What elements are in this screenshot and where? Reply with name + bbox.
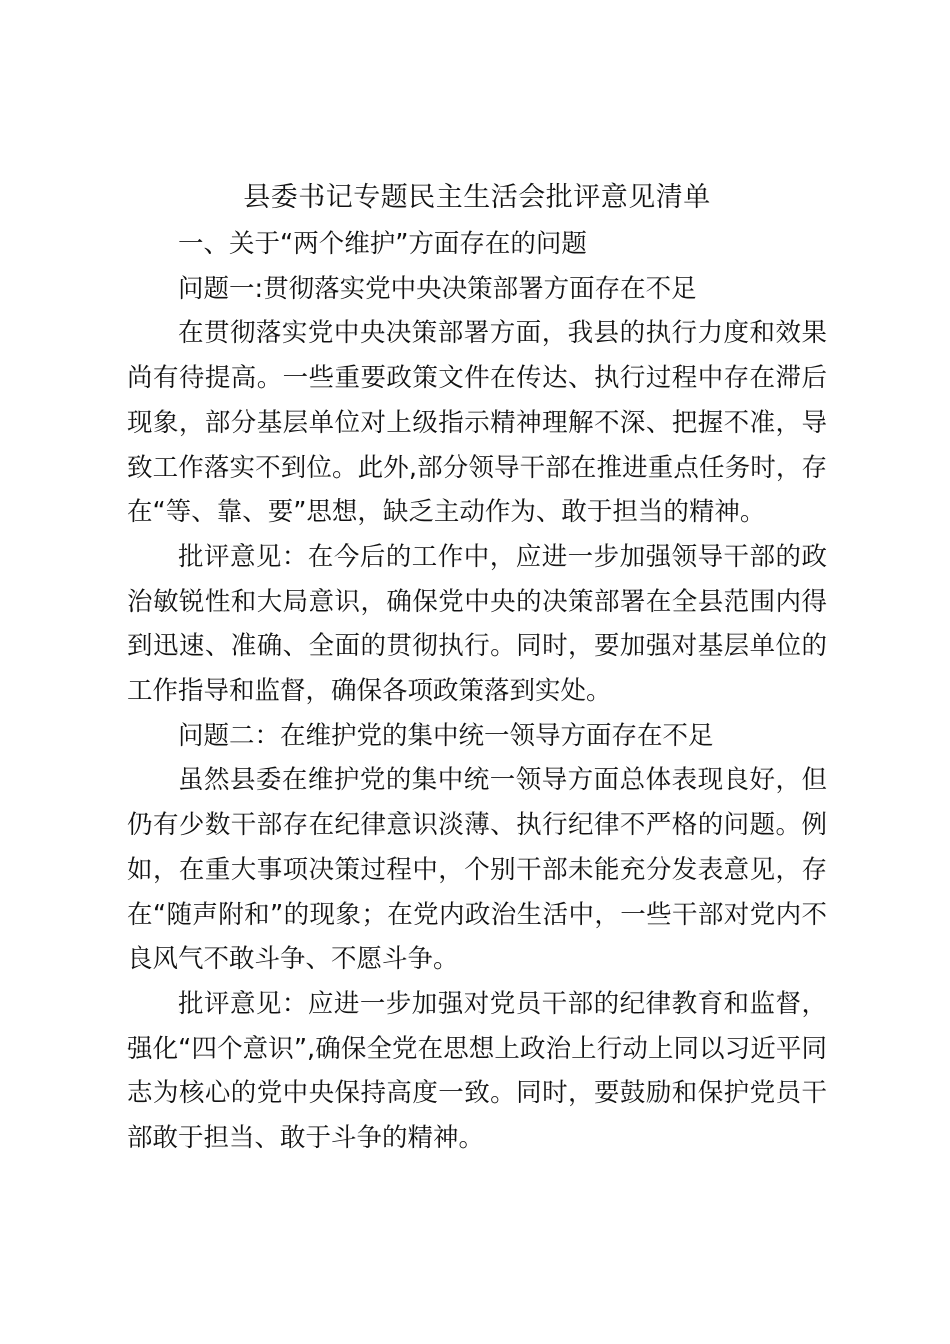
- problem-two-heading: 问题二：在维护党的集中统一领导方面存在不足: [178, 720, 714, 751]
- criticism-two: 批评意见：应进一步加强对党员干部的纪律教育和监督，强化“四个意识”,确保全党在思想上政治上行动上同以习近平同志为核心的党中央保持高度一致。同时，要鼓励和保护党员干部敢于担当、敢于斗争的精神。: [127, 988, 827, 1154]
- criticism-one: 批评意见：在今后的工作中，应进一步加强领导干部的政治敏锐性和大局意识，确保党中央的决策部署在全县范围内得到迅速、准确、全面的贯彻执行。同时，要加强对基层单位的工作指导和监督，确保各项政策落到实处。: [127, 541, 827, 707]
- document-title: 县委书记专题民主生活会批评意见清单: [243, 182, 711, 213]
- problem-one-body: 在贯彻落实党中央决策部署方面，我县的执行力度和效果尚有待提高。一些重要政策文件在传达、执行过程中存在滞后现象，部分基层单位对上级指示精神理解不深、把握不准，导致工作落实不到位。此外,部分领导干部在推进重点任务时，存在“等、靠、要”思想，缺乏主动作为、敢于担当的精神。: [127, 318, 827, 528]
- section-heading: 一、关于“两个维护”方面存在的问题: [178, 229, 587, 259]
- problem-two-body: 虽然县委在维护党的集中统一领导方面总体表现良好，但仍有少数干部存在纪律意识淡薄、执行纪律不严格的问题。例如，在重大事项决策过程中，个别干部未能充分发表意见，存在“随声附和”的现象；在党内政治生活中，一些干部对党内不良风气不敢斗争、不愿斗争。: [127, 765, 827, 975]
- problem-one-heading: 问题一:贯彻落实党中央决策部署方面存在不足: [178, 273, 697, 304]
- document-body: [127, 176, 827, 1161]
